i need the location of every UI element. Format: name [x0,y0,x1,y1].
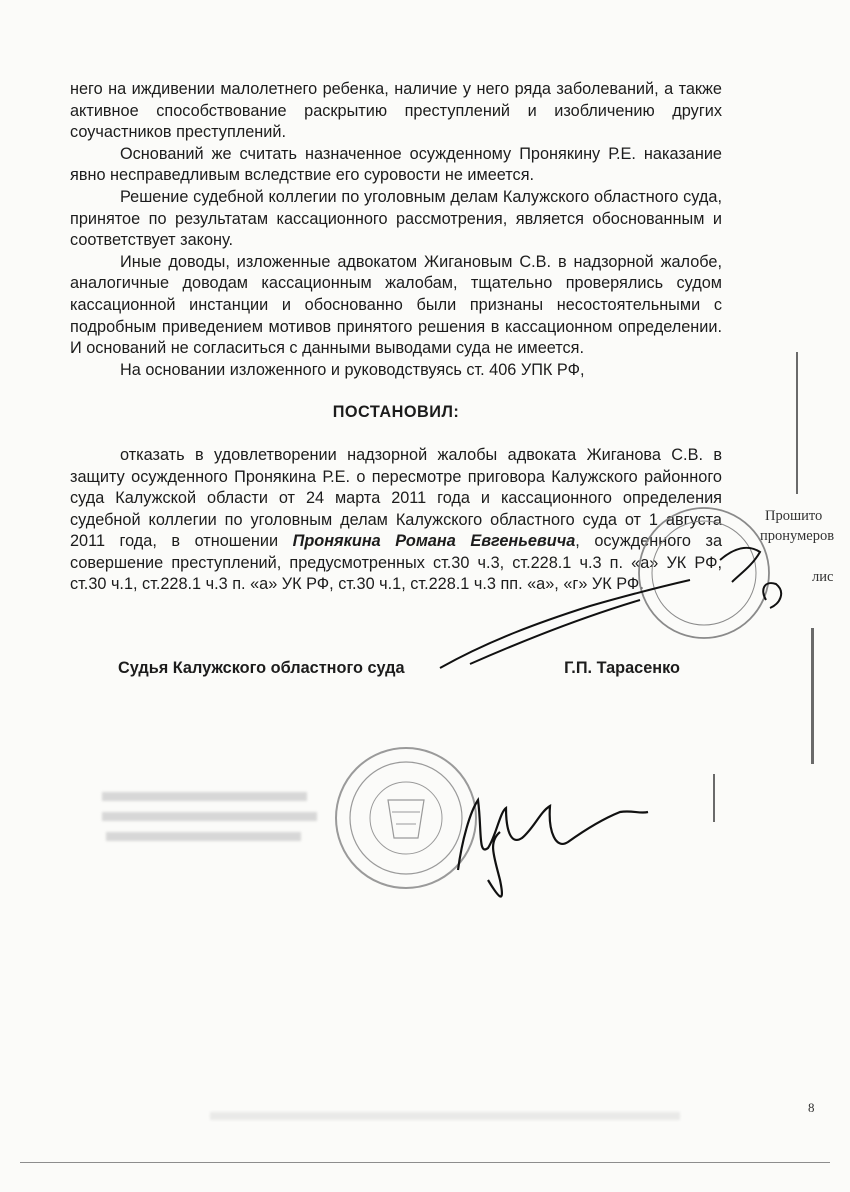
blurred-footer-strip [210,1112,680,1120]
verdict-paragraph [70,445,722,596]
binding-note-line-1: Прошито [765,508,823,524]
margin-line [811,628,814,764]
judge-position: Судья Калужского областного суда [118,659,405,677]
paragraph-3: Решение судебной коллегии по уголовным делам Калужского областного суда, принятое по результатам кассационного рассмотрения, является обоснованным и соответствует закону. [70,187,722,250]
blurred-stamp-strip [102,792,307,801]
verdict-text-start: отказать в удовлетворении надзорной жалобы адвоката Жиганова С.В. в защиту осужденного Пронякина Р.Е. о пересмотре приговора Калужского районного суда Калужской области от 24 марта 2011 года и кассационного определения судебной коллегии по уголовным делам Калужского областного суда от 1 августа 2011 года, в отношении [70,445,722,551]
decision-title: ПОСТАНОВИЛ: [332,403,460,422]
page-number: 8 [808,1100,815,1115]
page-bottom-rule [20,1162,830,1163]
blurred-stamp-strip [106,832,301,841]
margin-line [796,352,798,494]
blurred-stamp-strip [102,812,317,821]
convict-name: Пронякина Романа Евгеньевича [292,532,576,551]
judge-name: Г.П. Тарасенко [564,659,680,677]
paragraph-2: Оснований же считать назначенное осужденному Пронякину Р.Е. наказание явно несправедливым вследствие его суровости не имеется. [70,144,722,185]
judge-signature [458,800,648,897]
binding-note-line-2: пронумеров [760,528,835,544]
verdict-text-end: , осужденного за совершение преступлений, предусмотренных ст.30 ч.3, ст.228.1 ч.3 п. «а» УК РФ, ст.30 ч.1, ст.228.1 ч.3 п. «а» УК РФ, ст.30 ч.1, ст.228.1 ч.3 пп. «а», «г» УК РФ. [70,532,722,594]
paragraph-4: Иные доводы, изложенные адвокатом Жигановым С.В. в надзорной жалобе, аналогичные доводам кассационным жалобам, тщательно проверялись судом кассационной инстанции и обоснованно были признаны несостоятельными с подробным приведением мотивов принятого решения в кассационном определении. И оснований не согласиться с данными выводами суда не имеется. [70,252,722,358]
margin-line [713,774,715,822]
binding-note-line-3: лис [812,569,834,585]
paragraph-5: На основании изложенного и руководствуясь ст. 406 УПК РФ, [120,360,585,379]
document-body [70,79,722,596]
signature-line [118,659,680,678]
paragraph-1: него на иждивении малолетнего ребенка, наличие у него ряда заболеваний, а также активное способствование раскрытию преступлений и изобличению других соучастников преступлений. [70,80,722,142]
official-seal [336,748,476,888]
